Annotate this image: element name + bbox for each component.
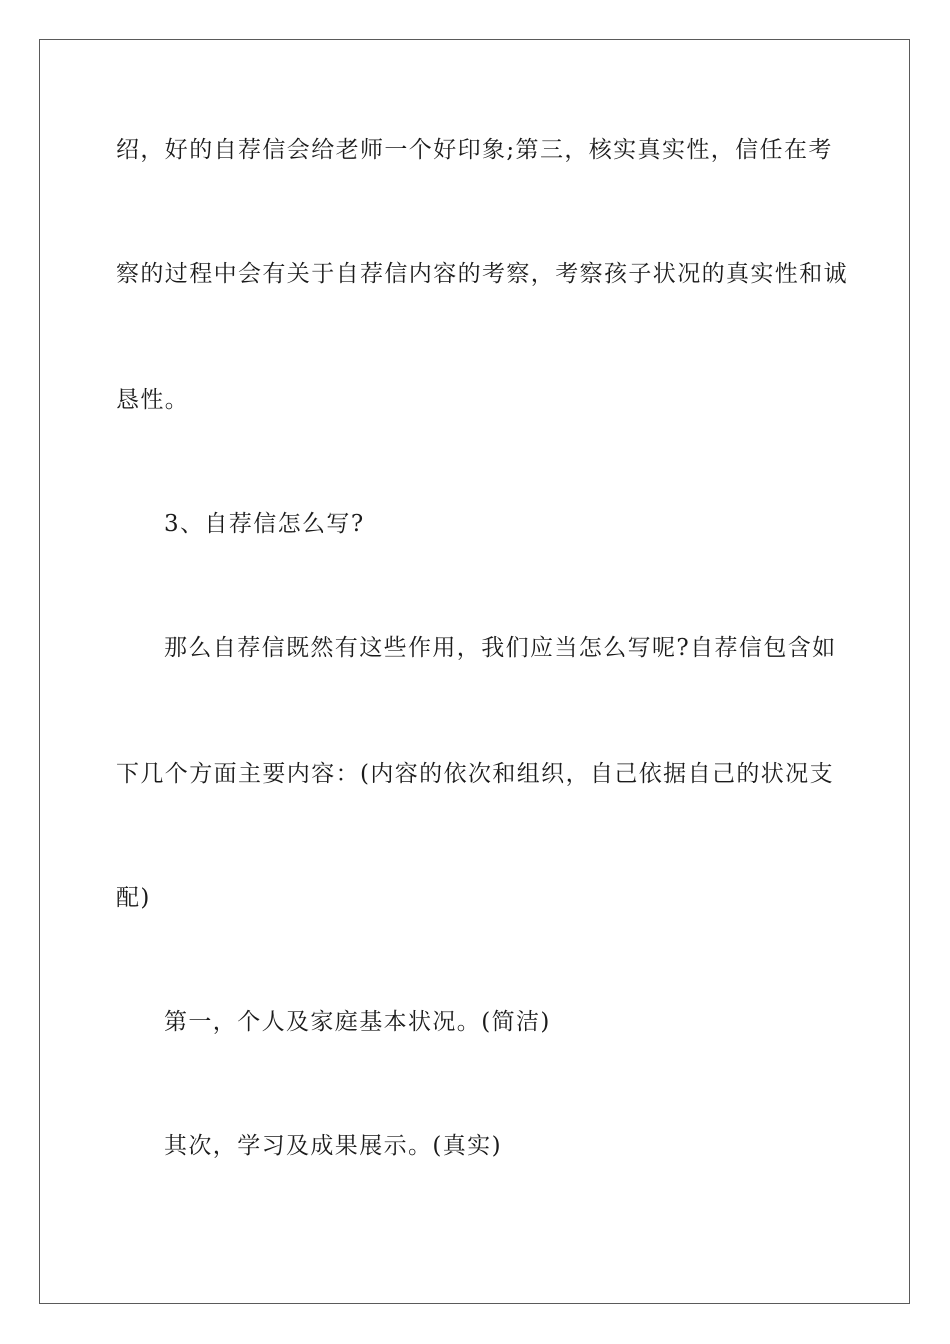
paragraph-line-1: 绍，好的自荐信会给老师一个好印象;第三，核实真实性，信任在考 xyxy=(116,137,833,163)
paragraph-line-3: 恳性。 xyxy=(116,387,190,413)
paragraph-line-7: 配) xyxy=(116,885,151,911)
paragraph-line-2: 察的过程中会有关于自荐信内容的考察，考察孩子状况的真实性和诚 xyxy=(116,261,848,287)
list-item-first: 第一，个人及家庭基本状况。(简洁) xyxy=(164,1009,551,1035)
section-heading: 3、自荐信怎么写? xyxy=(164,511,365,537)
paragraph-line-6: 下几个方面主要内容：(内容的依次和组织，自己依据自己的状况支 xyxy=(116,761,834,787)
list-item-second: 其次，学习及成果展示。(真实) xyxy=(164,1133,502,1159)
page-border xyxy=(39,39,910,1304)
paragraph-line-5: 那么自荐信既然有这些作用，我们应当怎么写呢?自荐信包含如 xyxy=(164,635,837,661)
